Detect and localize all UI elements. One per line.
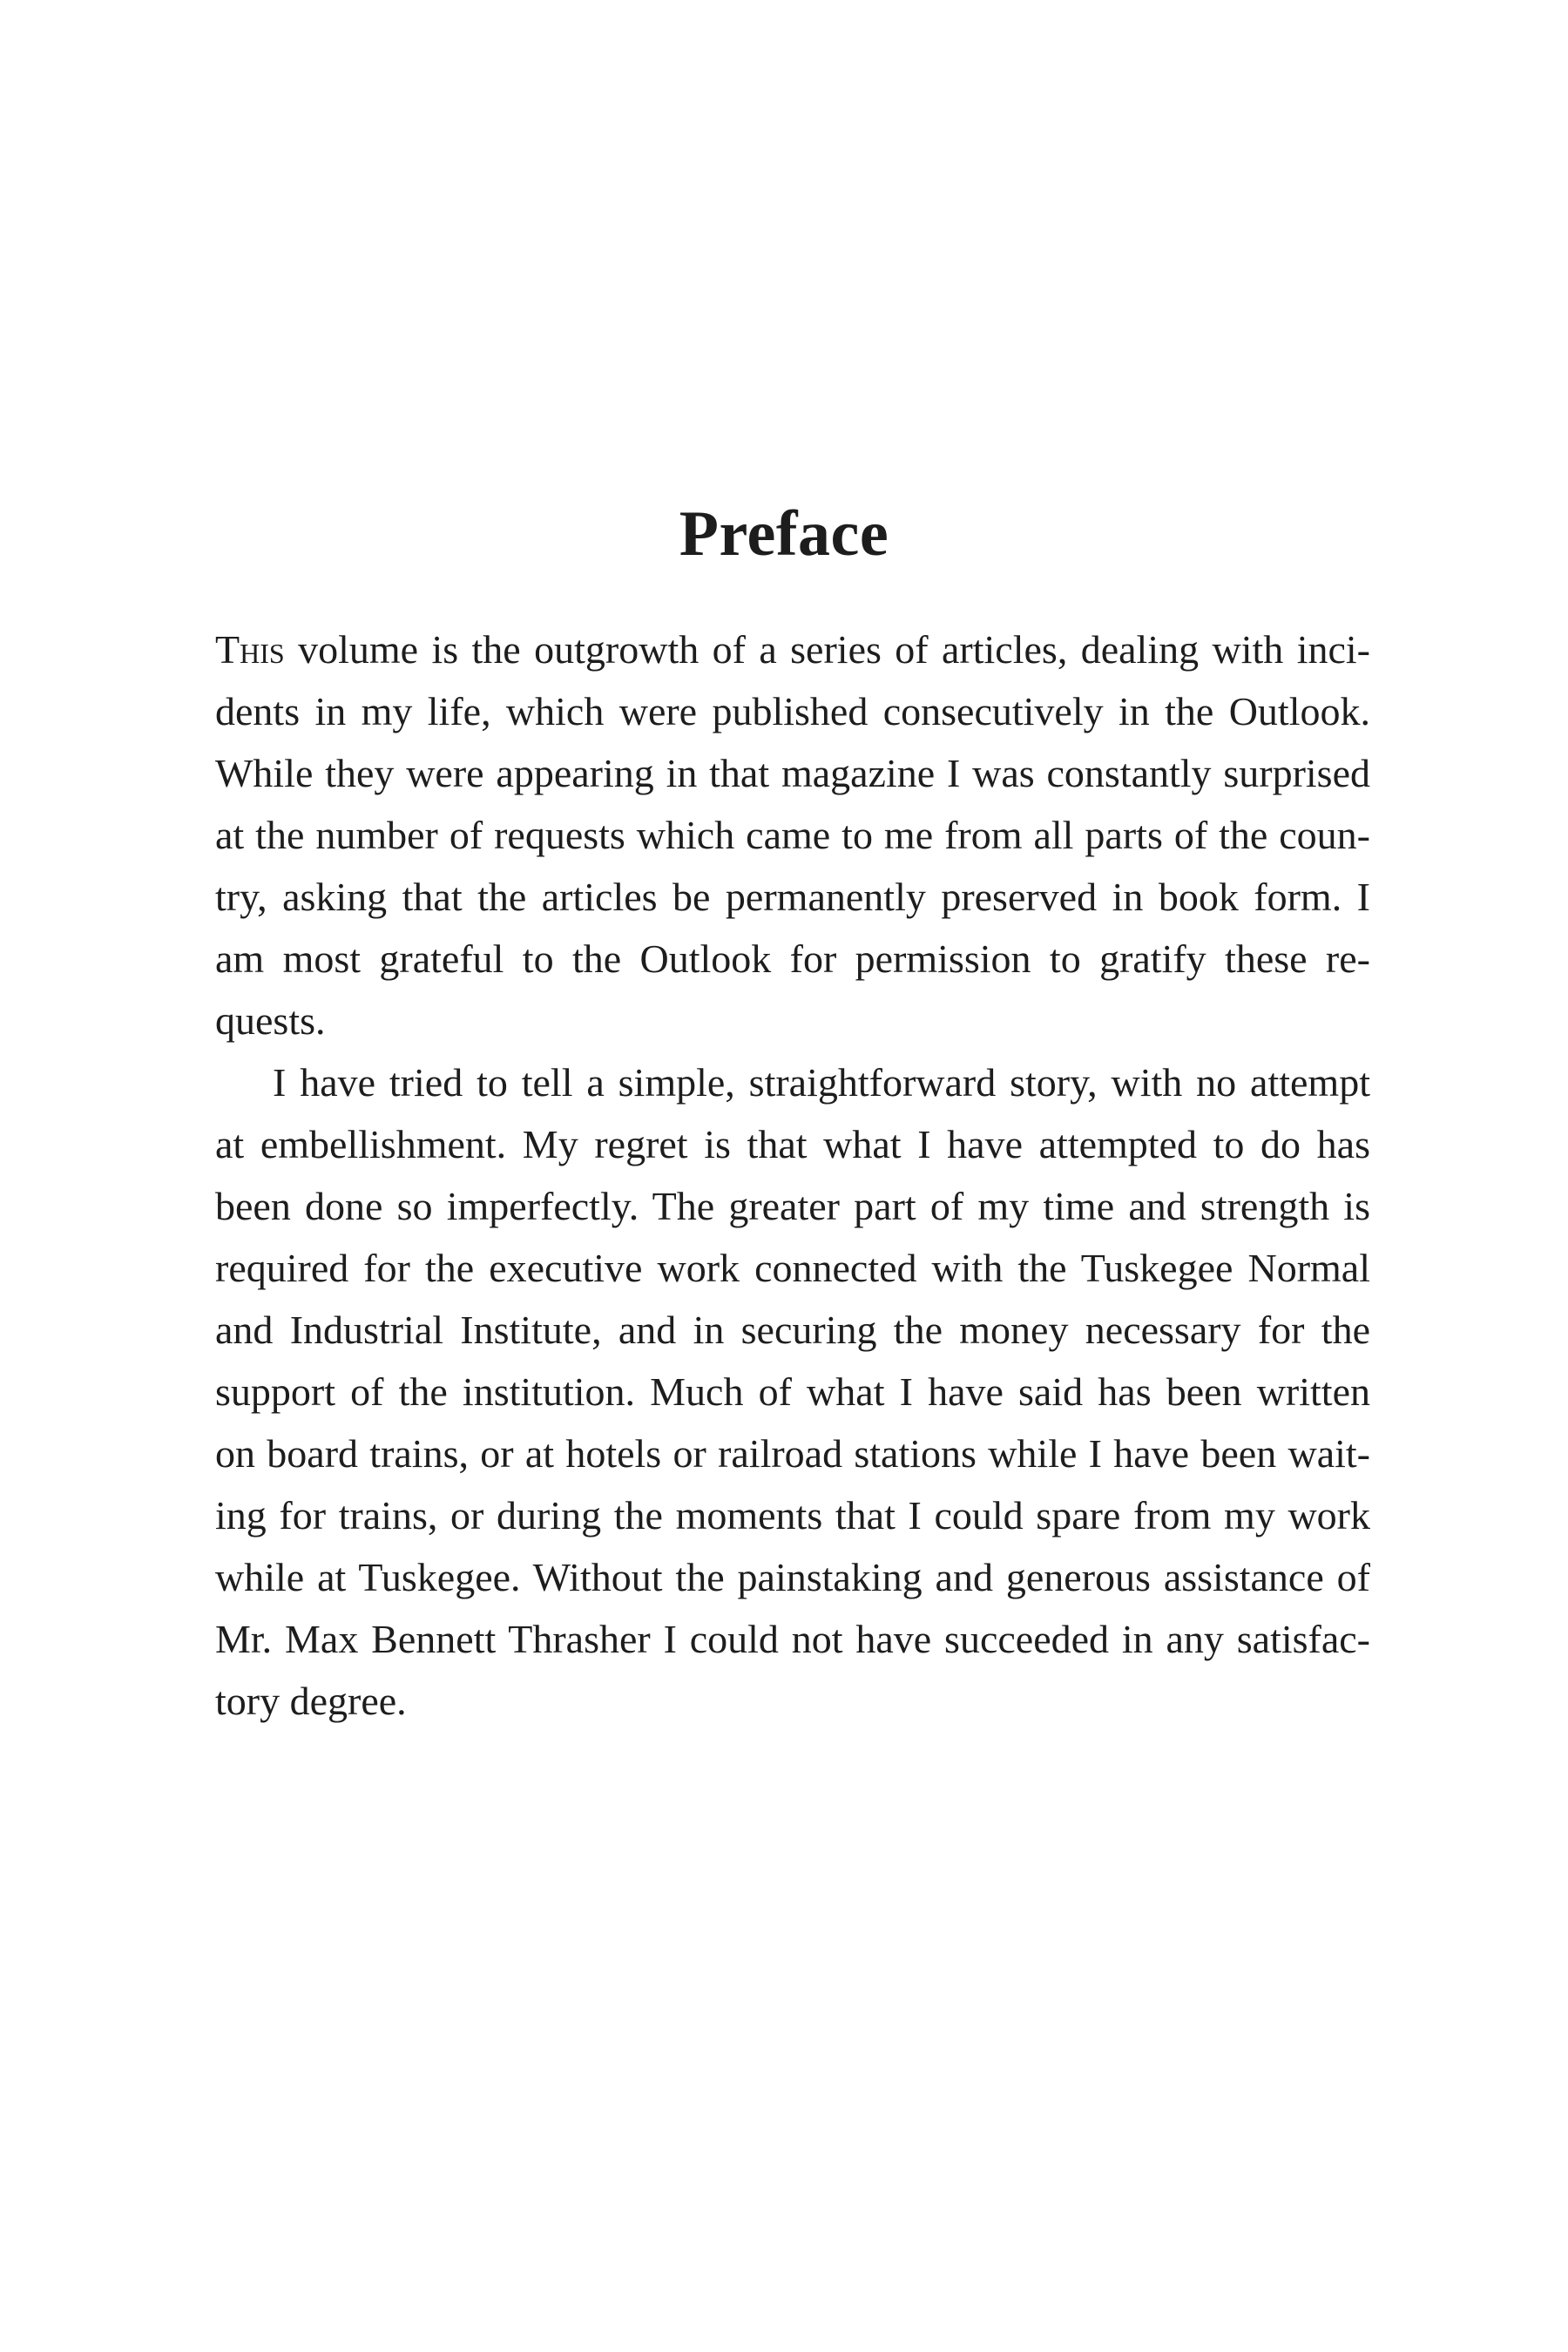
paragraph-line: tory degree. bbox=[215, 1679, 407, 1723]
paragraph-line: dents in my life, which were published consecutively in the Outlook. bbox=[215, 689, 1370, 733]
paragraph-line: been done so imperfectly. The greater part of my time and strength is bbox=[215, 1184, 1370, 1228]
paragraph-line: Mr. Max Bennett Thrasher I could not have succeeded in any satisfac- bbox=[215, 1617, 1370, 1661]
paragraph-line: while at Tuskegee. Without the painstaking and generous assistance of bbox=[215, 1555, 1370, 1599]
paragraph-line: I have tried to tell a simple, straightforward story, with no attempt bbox=[273, 1060, 1370, 1105]
paragraph-line: While they were appearing in that magazine I was constantly surprised bbox=[215, 751, 1370, 795]
paragraph-line: at the number of requests which came to me from all parts of the coun- bbox=[215, 813, 1370, 857]
paragraph-line: ing for trains, or during the moments that I could spare from my work bbox=[215, 1493, 1370, 1538]
paragraph-line: This volume is the outgrowth of a series of articles, dealing with inci- bbox=[215, 627, 1370, 672]
paragraph-line: am most grateful to the Outlook for permission to gratify these re- bbox=[215, 936, 1370, 981]
paragraph-line: required for the executive work connected with the Tuskegee Normal bbox=[215, 1246, 1370, 1290]
lead-in-small-caps: This bbox=[215, 627, 285, 672]
paragraph-line: on board trains, or at hotels or railroad stations while I have been wait- bbox=[215, 1431, 1370, 1476]
paragraph-line: at embellishment. My regret is that what I have attempted to do has bbox=[215, 1122, 1370, 1166]
preface-body bbox=[215, 618, 1370, 1732]
paragraph-line: support of the institution. Much of what I have said has been written bbox=[215, 1369, 1370, 1414]
page-title: Preface bbox=[679, 498, 889, 570]
paragraph-1 bbox=[215, 618, 1370, 1051]
paragraph-line: try, asking that the articles be permanently preserved in book form. I bbox=[215, 875, 1370, 919]
paragraph-line: quests. bbox=[215, 998, 326, 1043]
paragraph-line: and Industrial Institute, and in securing the money necessary for the bbox=[215, 1308, 1370, 1352]
paragraph-2 bbox=[215, 1051, 1370, 1732]
